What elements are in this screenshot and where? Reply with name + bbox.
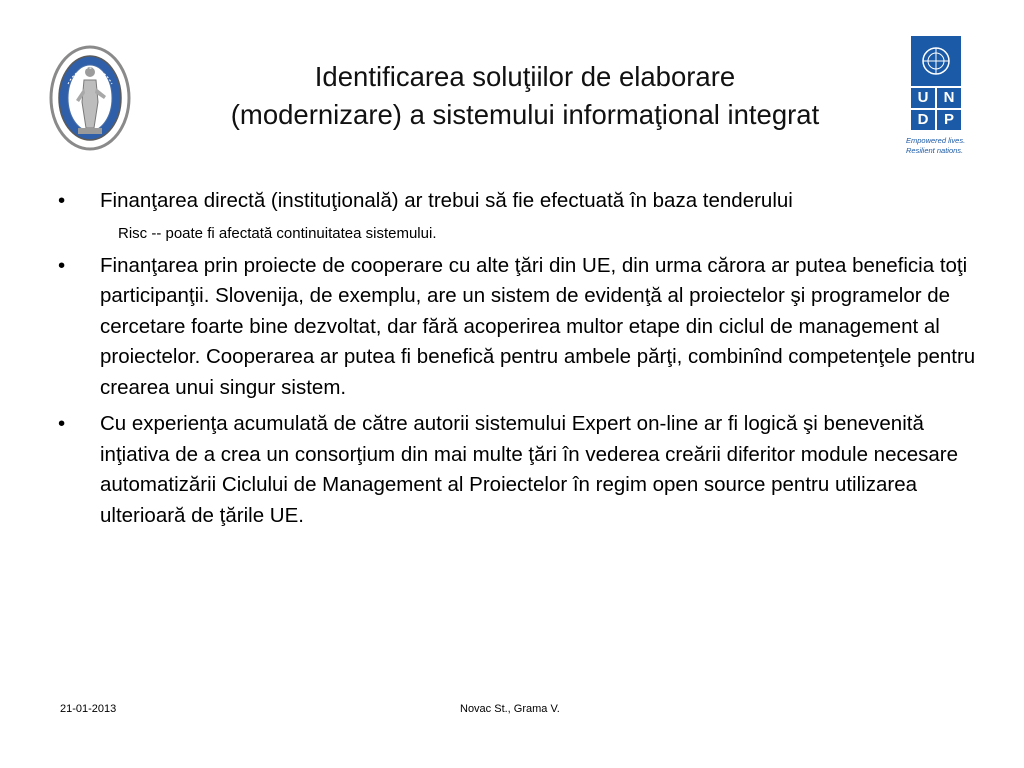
footer-date: 21-01-2013 xyxy=(60,703,117,715)
undp-tagline-2: Resilient nations. xyxy=(906,146,964,155)
title-line-2: (modernizare) a sistemului informaţional integrat xyxy=(230,99,820,130)
title-line-1: Identificarea soluţiilor de elaborare xyxy=(314,61,736,92)
academy-seal-logo xyxy=(48,44,132,152)
sub-note: Risc -- poate fi afectată continuitatea sistemului. xyxy=(118,224,437,242)
footer-author: Novac St., Grama V. xyxy=(460,703,560,715)
bullet-marker: • xyxy=(58,189,66,212)
undp-tagline xyxy=(906,136,970,156)
bullet-marker: • xyxy=(58,412,66,435)
undp-letter-u: U xyxy=(911,88,935,108)
bullet-text: Finanţarea prin proiecte de cooperare cu alte ţări din UE, din urma cărora ar putea beneficia toţi participanţii. Slovenija, de exemplu, are un sistem de evidenţă al proiectelor şi programelor de cercetare foarte bine dezvoltat, dar fără acoperirea multor etape din ciclul de management al proiectelor. Cooperarea ar putea fi benefică pentru ambele părţi, combinînd competenţele pentru crearea unui singur sistem. xyxy=(100,253,976,399)
academy-seal-icon xyxy=(48,44,132,152)
undp-logo xyxy=(906,36,970,156)
slide-title xyxy=(140,58,910,134)
bullet-item xyxy=(58,251,978,404)
bullet-text: Cu experienţa acumulată de către autorii sistemului Expert on-line ar fi logică şi benevenită inţiativa de a crea un consorţium din mai multe ţări în vederea creării diferitor module necesare automatizării Ciclului de Management al Proiectelor în regim open source pentru utilizarea ulterioară de ţările UE. xyxy=(100,412,958,527)
undp-tagline-1: Empowered lives. xyxy=(906,136,966,145)
bullet-item xyxy=(58,409,978,531)
bullet-marker: • xyxy=(58,253,66,277)
slide-content xyxy=(58,186,978,537)
undp-letters xyxy=(911,88,961,130)
bullet-text: Finanţarea directă (instituţională) ar trebui să fie efectuată în baza tenderului xyxy=(100,189,793,212)
un-emblem-icon xyxy=(911,36,961,86)
bullet-item xyxy=(58,186,978,217)
undp-letter-p: P xyxy=(937,110,961,130)
undp-letter-d: D xyxy=(911,110,935,130)
undp-letter-n: N xyxy=(937,88,961,108)
